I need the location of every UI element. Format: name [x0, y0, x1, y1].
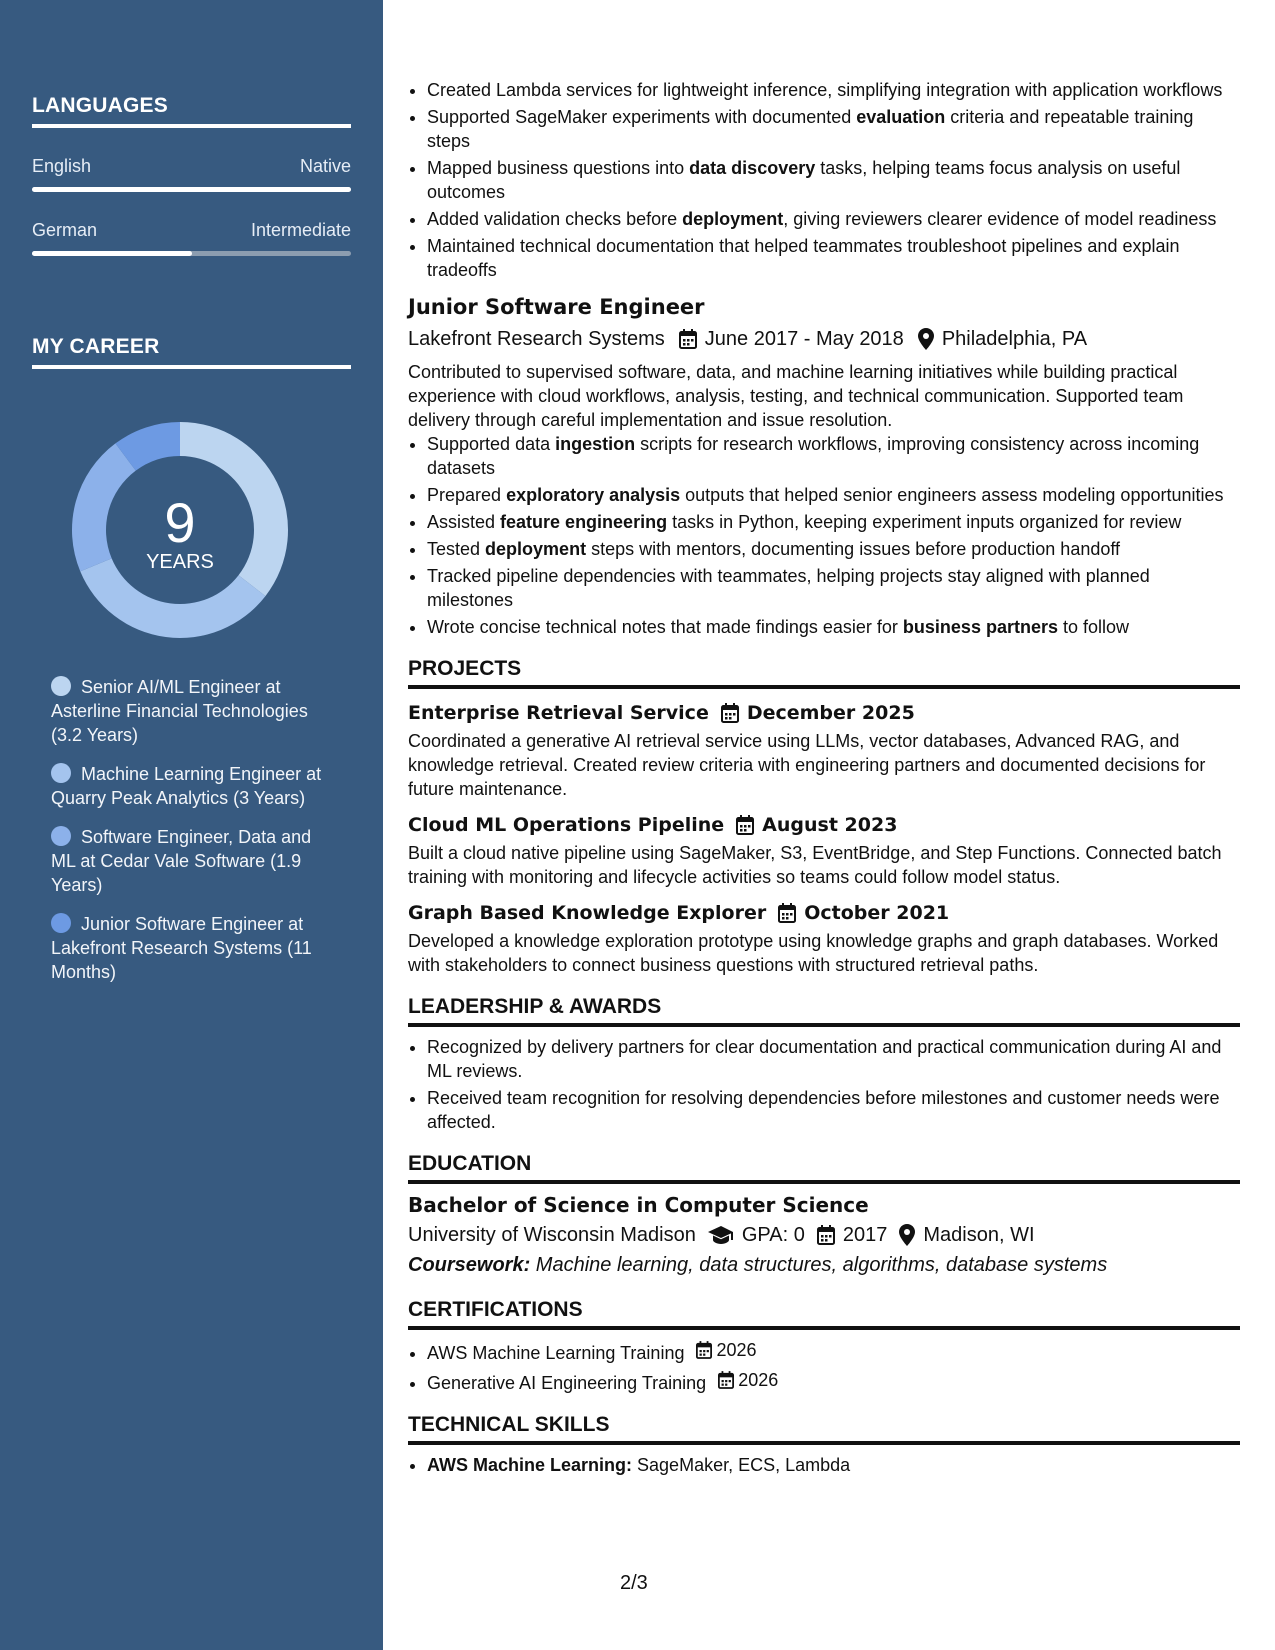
- project-item: [408, 899, 1240, 977]
- project-title: Graph Based Knowledge Explorer: [408, 902, 767, 924]
- cert-item: • Generative AI Engineering Training 2026: [427, 1368, 1240, 1395]
- project-item: [408, 811, 1240, 889]
- job-meta: [408, 324, 1240, 354]
- career-total-years: 9: [164, 491, 196, 554]
- gpa: GPA: 0: [741, 1224, 805, 1246]
- cert-item: • AWS Machine Learning Training 2026: [427, 1338, 1240, 1365]
- language-proficiency-bar: [32, 187, 351, 192]
- education-meta: [408, 1220, 1240, 1250]
- language-level: Native: [299, 156, 351, 176]
- calendar-icon: [679, 329, 697, 349]
- language-proficiency-fill: [32, 251, 192, 256]
- bullet-item: • Assisted feature engineering tasks in Python, keeping experiment inputs organized for review: [427, 510, 1240, 534]
- career-unit-label: YEARS: [146, 551, 214, 573]
- projects-heading: PROJECTS: [408, 657, 1240, 689]
- bullet-item: • Prepared exploratory analysis outputs that helped senior engineers assess modeling opportunities: [427, 483, 1240, 507]
- project-description: Coordinated a generative AI retrieval service using LLMs, vector databases, Advanced RAG, and knowledge retrieval. Created review criteria with engineering partners and documented decisions for future maintenance.: [408, 731, 1206, 799]
- language-proficiency-fill: [32, 187, 351, 192]
- skill-item: • AWS Machine Learning: SageMaker, ECS, Lambda: [427, 1453, 1240, 1477]
- location-pin-icon: [918, 328, 934, 350]
- languages-heading: LANGUAGES: [32, 94, 351, 128]
- legend-dot-icon: [51, 676, 71, 696]
- bullet-item: • Added validation checks before deployment, giving reviewers clearer evidence of model readiness: [427, 207, 1240, 231]
- career-legend-item: Junior Software Engineer at Lakefront Research Systems (11 Months): [51, 914, 312, 982]
- career-donut-slice: [72, 443, 136, 571]
- career-heading: MY CAREER: [32, 335, 351, 369]
- project-title: Enterprise Retrieval Service: [408, 702, 709, 724]
- language-name: English: [32, 156, 92, 176]
- job-dates: June 2017 - May 2018: [704, 328, 904, 350]
- calendar-icon: [778, 903, 796, 923]
- skills-list: [408, 1453, 1240, 1477]
- degree-title: Bachelor of Science in Computer Science: [408, 1193, 869, 1217]
- location-pin-icon: [899, 1224, 915, 1246]
- calendar-icon: [718, 1371, 734, 1389]
- award-item: • Recognized by delivery partners for clear documentation and practical communication during AI and ML reviews.: [427, 1035, 1240, 1083]
- school-location: Madison, WI: [923, 1224, 1035, 1246]
- prev-job-bullets: [408, 78, 1240, 282]
- project-date: August 2023: [762, 814, 898, 836]
- bullet-item: • Maintained technical documentation that helped teammates troubleshoot pipelines and explain tradeoffs: [427, 234, 1240, 282]
- education-heading: EDUCATION: [408, 1152, 1240, 1184]
- project-date: October 2021: [804, 902, 950, 924]
- graduation-year: 2017: [842, 1224, 888, 1246]
- bullet-item: • Supported SageMaker experiments with documented evaluation criteria and repeatable training steps: [427, 105, 1240, 153]
- legend-dot-icon: [51, 826, 71, 846]
- calendar-icon: [721, 703, 739, 723]
- awards-heading: LEADERSHIP & AWARDS: [408, 995, 1240, 1027]
- job-title: Junior Software Engineer: [408, 295, 705, 319]
- calendar-icon: [696, 1341, 712, 1359]
- bullet-item: • Tracked pipeline dependencies with teammates, helping projects stay aligned with planned milestones: [427, 564, 1240, 612]
- career-legend: [51, 675, 331, 999]
- project-item: [408, 699, 1240, 801]
- project-description: Built a cloud native pipeline using SageMaker, S3, EventBridge, and Step Functions. Connected batch training with monitoring and lifecycle activities so teams could follow model status.: [408, 843, 1222, 887]
- awards-list: [408, 1035, 1240, 1134]
- coursework: Coursework: Machine learning, data structures, algorithms, database systems: [408, 1254, 1108, 1276]
- career-legend-item: Senior AI/ML Engineer at Asterline Financial Technologies (3.2 Years): [51, 677, 308, 745]
- main-content: [408, 78, 1240, 1480]
- sidebar: [0, 0, 383, 1650]
- language-name: German: [32, 220, 98, 240]
- bullet-item: • Mapped business questions into data discovery tasks, helping teams focus analysis on useful outcomes: [427, 156, 1240, 204]
- bullet-item: • Supported data ingestion scripts for research workflows, improving consistency across incoming datasets: [427, 432, 1240, 480]
- project-description: Developed a knowledge exploration prototype using knowledge graphs and graph databases. Worked with stakeholders to connect business questions with structured retrieval paths.: [408, 931, 1219, 975]
- language-proficiency-bar: [32, 251, 351, 256]
- career-donut-chart: [60, 410, 300, 650]
- project-date: December 2025: [746, 702, 915, 724]
- languages-section: [32, 94, 351, 256]
- calendar-icon: [817, 1225, 835, 1245]
- bullet-item: • Wrote concise technical notes that made findings easier for business partners to follow: [427, 615, 1240, 639]
- legend-dot-icon: [51, 913, 71, 933]
- job-company: Lakefront Research Systems: [408, 328, 665, 350]
- certifications-heading: CERTIFICATIONS: [408, 1298, 1240, 1330]
- job-bullets: [408, 432, 1240, 639]
- bullet-item: • Created Lambda services for lightweight inference, simplifying integration with application workflows: [427, 78, 1240, 102]
- skills-heading: TECHNICAL SKILLS: [408, 1413, 1240, 1445]
- page-number: 2/3: [620, 1572, 648, 1594]
- school-name: University of Wisconsin Madison: [408, 1224, 696, 1246]
- legend-dot-icon: [51, 763, 71, 783]
- career-legend-item: Machine Learning Engineer at Quarry Peak Analytics (3 Years): [51, 764, 322, 808]
- job-location: Philadelphia, PA: [941, 328, 1088, 350]
- career-section: [32, 335, 351, 369]
- project-title: Cloud ML Operations Pipeline: [408, 814, 725, 836]
- language-level: Intermediate: [250, 220, 351, 240]
- calendar-icon: [736, 815, 754, 835]
- language-english: [32, 156, 351, 192]
- certifications-list: [408, 1338, 1240, 1395]
- career-legend-item: Software Engineer, Data and ML at Cedar Vale Software (1.9 Years): [51, 827, 312, 895]
- language-german: [32, 220, 351, 256]
- bullet-item: • Tested deployment steps with mentors, documenting issues before production handoff: [427, 537, 1240, 561]
- award-item: • Received team recognition for resolving dependencies before milestones and customer needs were affected.: [427, 1086, 1240, 1134]
- job-summary: Contributed to supervised software, data, and machine learning initiatives while building practical experience with cloud workflows, analysis, testing, and technical communication. Supported team delivery through careful implementation and issue resolution.: [408, 362, 1184, 430]
- graduation-cap-icon: [708, 1226, 734, 1244]
